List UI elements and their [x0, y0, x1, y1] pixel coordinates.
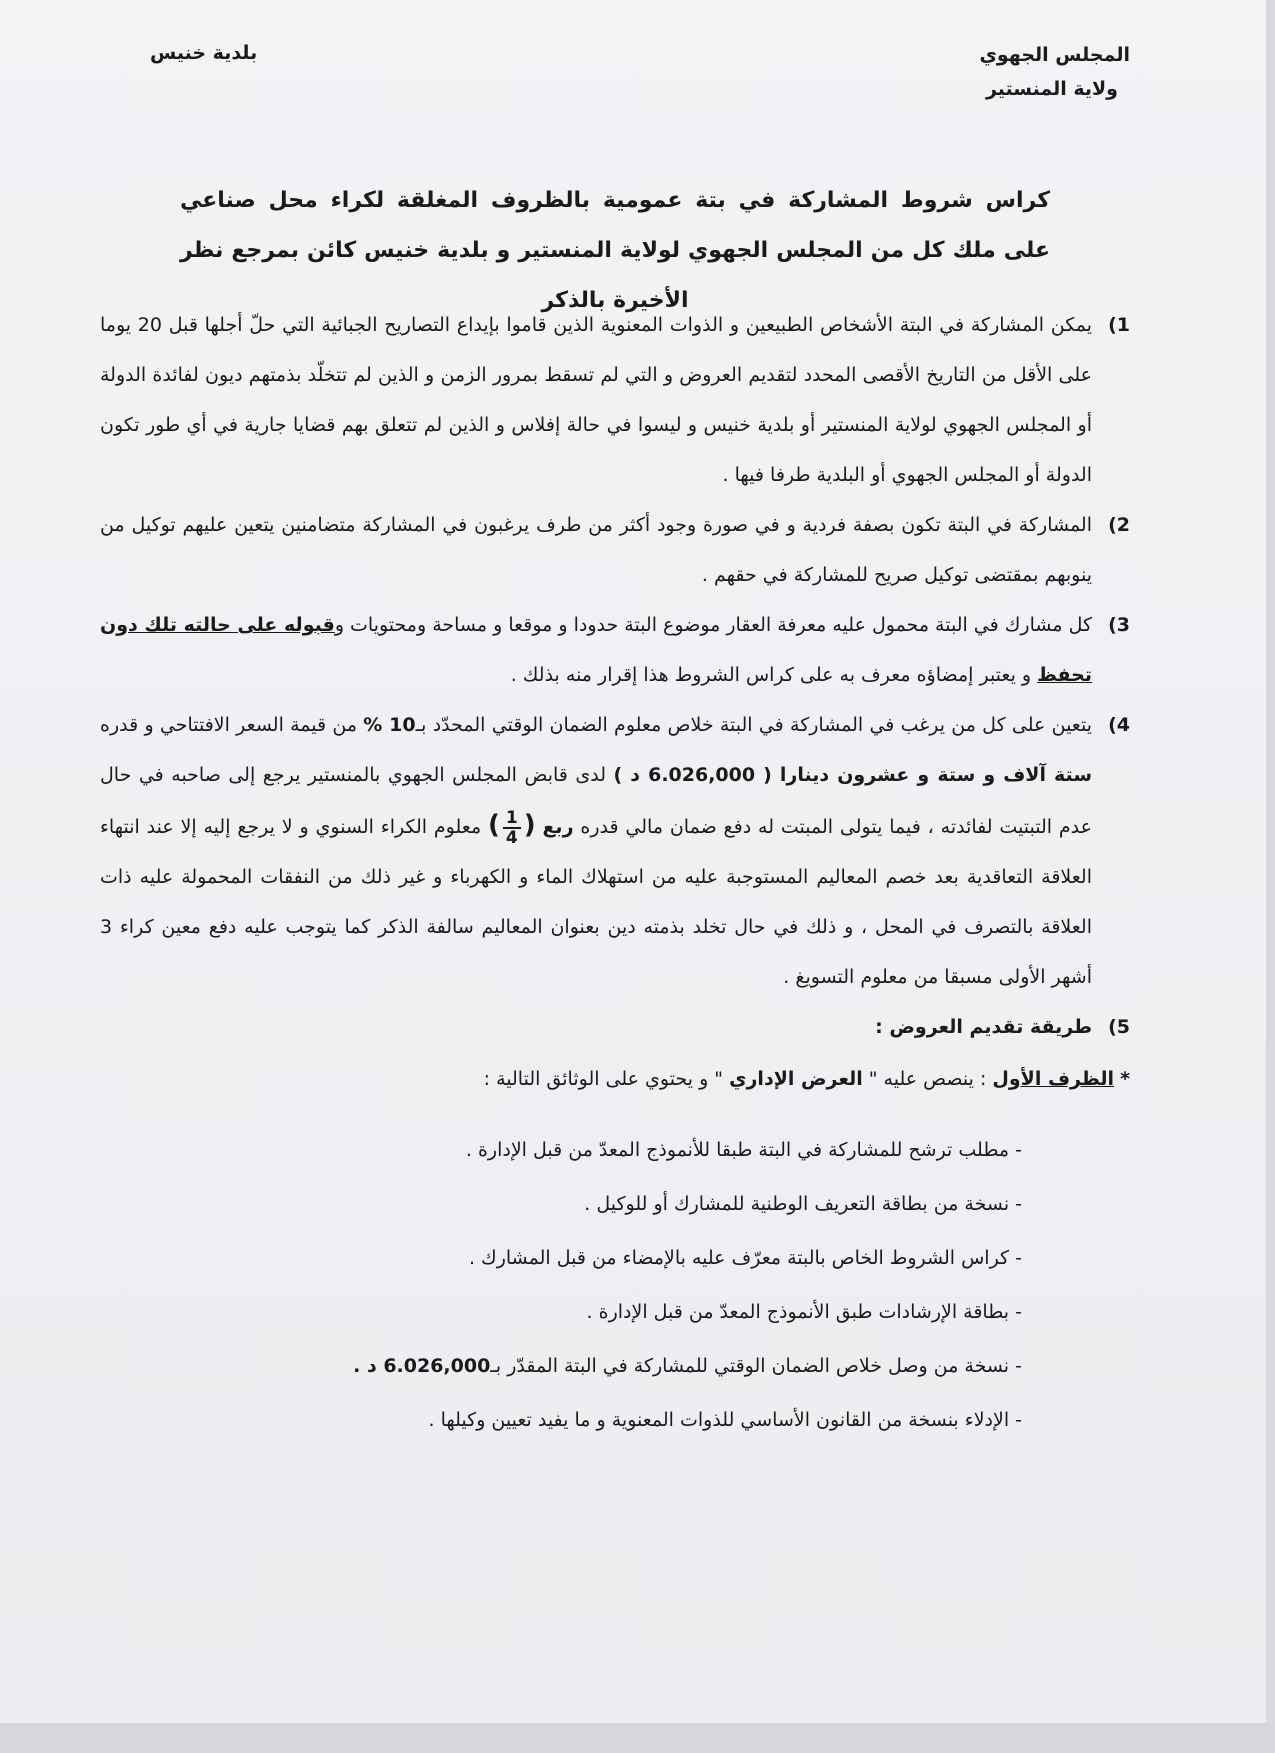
- required-documents-list: [100, 1123, 1022, 1447]
- guarantee-percent: 10 %: [363, 714, 416, 736]
- document-item: - كراس الشروط الخاص بالبتة معرّف عليه بالإمضاء من قبل المشارك .: [468, 1247, 1022, 1269]
- document-body: [100, 300, 1130, 1447]
- document-item-amount: 6.026,000 د .: [353, 1355, 491, 1377]
- clause-text-cont3: معلوم الكراء السنوي و لا يرجع إليه إلا عند انتهاء العلاقة التعاقدية بعد خصم المعاليم المستوجبة عليه من استهلاك الماء و الكهرباء و غير ذلك من النفقات المحمولة عليه ذات العلاقة بالتصرف في المحل ، و ذلك في حال تخلد بذمته دين بعنوان المعاليم سالفة الذكر كما يتوجب عليه دفع معين كراء 3 أشهر الأولى مسبقا من معلوم التسويغ .: [100, 816, 1092, 988]
- asterisk-marker: *: [1120, 1068, 1130, 1090]
- document-title: كراس شروط المشاركة في بتة عمومية بالظروف المغلقة لكراء محل صناعي على ملك كل من المجلس الجهوي لولاية المنستير و بلدية خنيس كائن بمرجع نظر الأخيرة بالذكر: [180, 188, 1050, 313]
- fraction-numerator: 1: [503, 809, 521, 829]
- envelope-text-cont: " و يحتوي على الوثائق التالية :: [483, 1068, 730, 1090]
- first-envelope-line: [100, 1054, 1130, 1104]
- first-envelope-label: الظرف الأول: [992, 1068, 1115, 1090]
- clause-5: [100, 1002, 1130, 1052]
- clause-text: المشاركة في البتة تكون بصفة فردية و في صورة وجود أكثر من طرف يرغبون في المشاركة متضامنين يتعين عليهم توكيل من ينوبهم بمقتضى توكيل صريح للمشاركة في حقهم .: [100, 514, 1092, 586]
- clause-text-cont: من قيمة السعر الافتتاحي و قدره: [100, 714, 364, 736]
- fraction-one-quarter: [503, 809, 521, 847]
- clause-2: [100, 500, 1130, 600]
- document-item: [100, 1339, 1022, 1393]
- document-item: - نسخة من بطاقة التعريف الوطنية للمشارك أو للوكيل .: [584, 1193, 1022, 1215]
- clause-text: يتعين على كل من يرغب في المشاركة في البتة خلاص معلوم الضمان الوقتي المحدّد بـ: [415, 714, 1092, 736]
- paren-open: (: [523, 810, 536, 840]
- scan-edge-right: [1266, 0, 1275, 1753]
- administrative-offer-label: العرض الإداري: [729, 1068, 863, 1090]
- quarter-word: ربع: [542, 816, 574, 838]
- clause-number: 2): [1108, 514, 1130, 536]
- clause-4: [100, 700, 1130, 1002]
- clause-number: 1): [1108, 314, 1130, 336]
- clause-emphasis: قبوله على حالته تلك دون تحفظ: [100, 614, 1092, 686]
- guarantee-amount: ستة آلاف و ستة و عشرون دينارا ( 6.026,000 د ): [613, 764, 1092, 786]
- clause-1: [100, 300, 1130, 500]
- document-item-text: - نسخة من وصل خلاص الضمان الوقتي للمشاركة في البتة المقدّر بـ: [490, 1355, 1022, 1377]
- fraction-denominator: 4: [505, 827, 518, 848]
- document-item: - الإدلاء بنسخة من القانون الأساسي للذوات المعنوية و ما يفيد تعيين وكيلها .: [428, 1409, 1022, 1431]
- envelope-text: : ينصص عليه ": [862, 1068, 993, 1090]
- issuer-header: [979, 38, 1130, 106]
- municipality-line: بلدية خنيس: [150, 42, 258, 64]
- clause-text: كل مشارك في البتة محمول عليه معرفة العقار موضوع البتة حدودا و موقعا و مساحة ومحتويات و: [334, 614, 1092, 636]
- document-item: - مطلب ترشح للمشاركة في البتة طبقا للأنموذج المعدّ من قبل الإدارة .: [465, 1139, 1022, 1161]
- scan-edge-bottom: [0, 1723, 1275, 1753]
- clause-number: 3): [1108, 614, 1130, 636]
- paren-close: ): [487, 810, 500, 840]
- municipality-header: [150, 36, 257, 70]
- clause-text-cont2: لدى قابض المجلس الجهوي بالمنستير يرجع إلى صاحبه في حال عدم التبتيت لفائدته ، فيما يتولى المبتت له دفع ضمان مالي قدره: [100, 764, 1092, 838]
- clause-3: [100, 600, 1130, 700]
- issuer-line-governorate: ولاية المنستير: [985, 78, 1118, 100]
- document-item: - بطاقة الإرشادات طبق الأنموذج المعدّ من قبل الإدارة .: [586, 1301, 1022, 1323]
- clause-number: 5): [1108, 1016, 1130, 1038]
- clause-text-cont: و يعتبر إمضاؤه معرف به على كراس الشروط هذا إقرار منه بذلك .: [510, 664, 1038, 686]
- clause-number: 4): [1108, 714, 1130, 736]
- clause-text: يمكن المشاركة في البتة الأشخاص الطبيعين و الذوات المعنوية الذين قاموا بإيداع التصاريح الجبائية التي حلّ أجلها قبل 20 يوما على الأقل من التاريخ الأقصى المحدد لتقديم العروض و التي لم تسقط بمرور الزمن و الذين لم تتخلّد بذمتهم ديون لفائدة الدولة أو المجلس الجهوي لولاية المنستير أو بلدية خنيس و ليسوا في حالة إفلاس و الذين لم تتعلق بهم قضايا جارية في أي طور تكون الدولة أو المجلس الجهوي أو البلدية طرفا فيها .: [100, 314, 1092, 486]
- issuer-line-council: المجلس الجهوي: [979, 44, 1130, 66]
- section-title: طريقة تقديم العروض :: [875, 1016, 1092, 1038]
